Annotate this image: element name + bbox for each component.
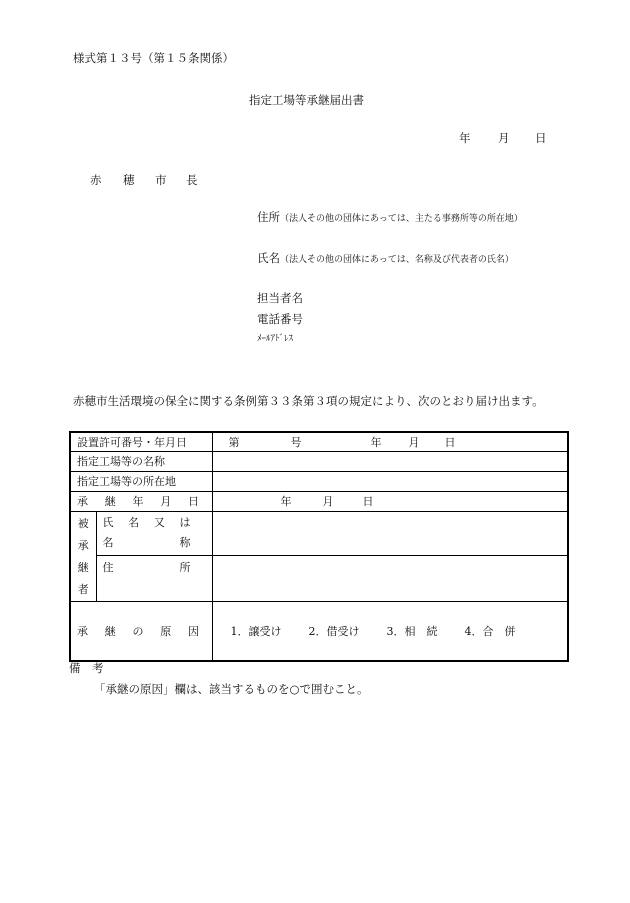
table-row xyxy=(70,451,568,471)
addressee-char: 赤 xyxy=(90,173,102,187)
phone-label: 電話番号 xyxy=(257,312,303,326)
succession-date-value: 年 月 日 xyxy=(212,491,568,511)
table-row xyxy=(70,432,568,451)
addressee-char: 長 xyxy=(186,173,198,187)
cause-option[interactable]: 4．合 併 xyxy=(464,624,516,638)
cause-options xyxy=(212,601,568,661)
table-row xyxy=(70,601,568,661)
address-row xyxy=(257,212,523,224)
factory-name-value[interactable] xyxy=(212,451,568,471)
table-row xyxy=(70,491,568,511)
permit-label: 設置許可番号・年月日 xyxy=(70,432,212,451)
table-row xyxy=(70,471,568,491)
cause-option[interactable]: 3．相 続 xyxy=(386,624,438,638)
factory-name-label: 指定工場等の名称 xyxy=(70,451,212,471)
table-row xyxy=(70,555,568,601)
cause-option[interactable]: 1．譲受け xyxy=(230,624,282,638)
predecessor-name-label: 氏 名 又 は 名 称 xyxy=(96,511,212,555)
remarks-title: 備 考 xyxy=(69,661,104,675)
address-note: （法人その他の団体にあっては、主たる事務所等の所在地） xyxy=(280,214,523,224)
predecessor-name-value[interactable] xyxy=(212,511,568,555)
table-row xyxy=(70,511,568,555)
factory-location-label: 指定工場等の所在地 xyxy=(70,471,212,491)
name-note: （法人その他の団体にあっては、名称及び代表者の氏名） xyxy=(280,255,514,265)
remarks-text: 「承継の原因」欄は、該当するものを○で囲むこと。 xyxy=(94,682,369,696)
name-label: 氏名 xyxy=(257,251,280,265)
permit-value: 第 号 年 月 日 xyxy=(212,432,568,451)
succession-form-table xyxy=(69,431,569,662)
succession-date-label: 承 継 年 月 日 xyxy=(70,491,212,511)
document-title: 指定工場等承継届出書 xyxy=(249,93,364,107)
factory-location-value[interactable] xyxy=(212,471,568,491)
email-label: ﾒｰﾙｱﾄﾞﾚｽ xyxy=(257,334,294,344)
contact-person-label: 担当者名 xyxy=(257,291,303,305)
date-month: 月 xyxy=(498,131,510,145)
name-row xyxy=(257,253,514,265)
addressee-char: 市 xyxy=(155,173,167,187)
date-day: 日 xyxy=(535,131,547,145)
predecessor-address-value[interactable] xyxy=(212,555,568,601)
predecessor-vertical-label: 被 承 継 者 xyxy=(70,511,96,601)
addressee-char: 穂 xyxy=(123,173,135,187)
address-label: 住所 xyxy=(257,210,280,224)
form-number: 様式第１３号（第１５条関係） xyxy=(73,51,234,65)
predecessor-address-label: 住 所 xyxy=(96,555,212,601)
cause-option[interactable]: 2．借受け xyxy=(308,624,360,638)
cause-label: 承 継 の 原 因 xyxy=(70,601,212,661)
statement: 赤穂市生活環境の保全に関する条例第３３条第３項の規定により、次のとおり届け出ます。 xyxy=(73,394,544,408)
date-year: 年 xyxy=(459,131,471,145)
